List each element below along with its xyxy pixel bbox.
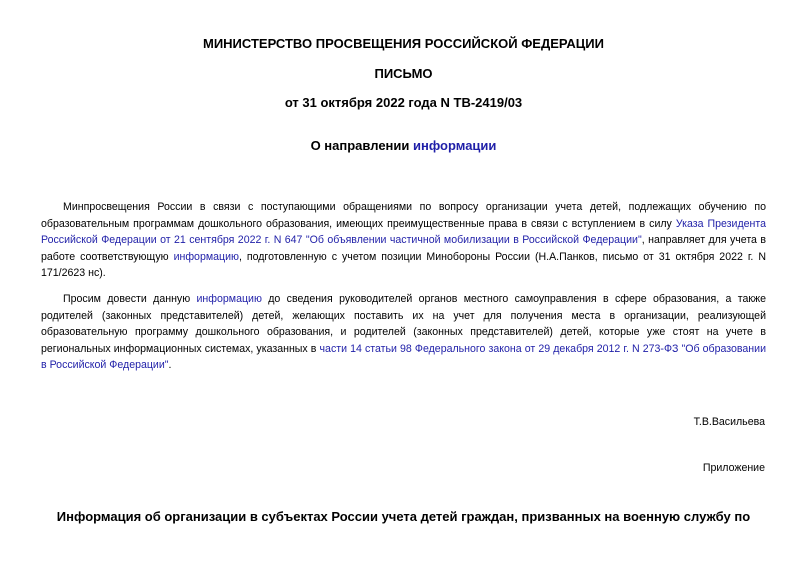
- decree-link[interactable]: Указа Президента Российской Федерации от 21 сентября 2022 г. N 647 "Об объявлении частичной мобилизации в Российской Федерации": [41, 217, 766, 246]
- information-link-2[interactable]: информацию: [196, 293, 262, 305]
- federal-law-link[interactable]: части 14 статьи 98 Федерального закона от 29 декабря 2012 г. N 273-ФЗ "Об образовании в Российской Федерации": [41, 342, 766, 371]
- subject-prefix: О направлении: [310, 138, 413, 153]
- document-type: ПИСЬМО: [374, 66, 433, 81]
- p2-text-2: до сведения руководителей органов местного самоуправления в сфере образования, а также родителей (законных представителей) детей, желающих поставить их на учет для получения места в организации, реализующей образовательную программу дошкольного образования, и родителей (законных представителей) детей, которые уже стоят на учете в региональных информационных системах, указанных в: [41, 293, 766, 355]
- p1-text-2: , направляет для учета в работе соответствующую: [41, 234, 766, 263]
- paragraph-2: [41, 291, 766, 374]
- subject-info-link[interactable]: информации: [413, 138, 497, 153]
- ministry-title: МИНИСТЕРСТВО ПРОСВЕЩЕНИЯ РОССИЙСКОЙ ФЕДЕРАЦИИ: [203, 36, 604, 51]
- information-link-1[interactable]: информацию: [173, 250, 239, 263]
- p2-text-1: Просим довести данную: [63, 293, 197, 305]
- document-date-number: от 31 октября 2022 года N ТВ-2419/03: [284, 95, 523, 110]
- p1-text-3: , подготовленную с учетом позиции Минобороны России (Н.А.Панков, письмо от 31 октября 2022 г. N 171/2623 нс).: [41, 250, 766, 279]
- appendix-label: Приложение: [702, 462, 765, 474]
- appendix-title: Информация об организации в субъектах России учета детей граждан, призванных на военную службу по: [56, 509, 751, 524]
- p1-text-1: Минпросвещения России в связи с поступающими обращениями по вопросу организации учета детей, подлежащих обучению по образовательным программам дошкольного образования, имеющих преимущественные права в связи с вступлением в силу: [41, 201, 766, 230]
- p2-text-3: .: [168, 359, 172, 371]
- document-subject: [0, 138, 807, 154]
- paragraph-1: [41, 199, 766, 282]
- signer-name: Т.В.Васильева: [693, 416, 765, 428]
